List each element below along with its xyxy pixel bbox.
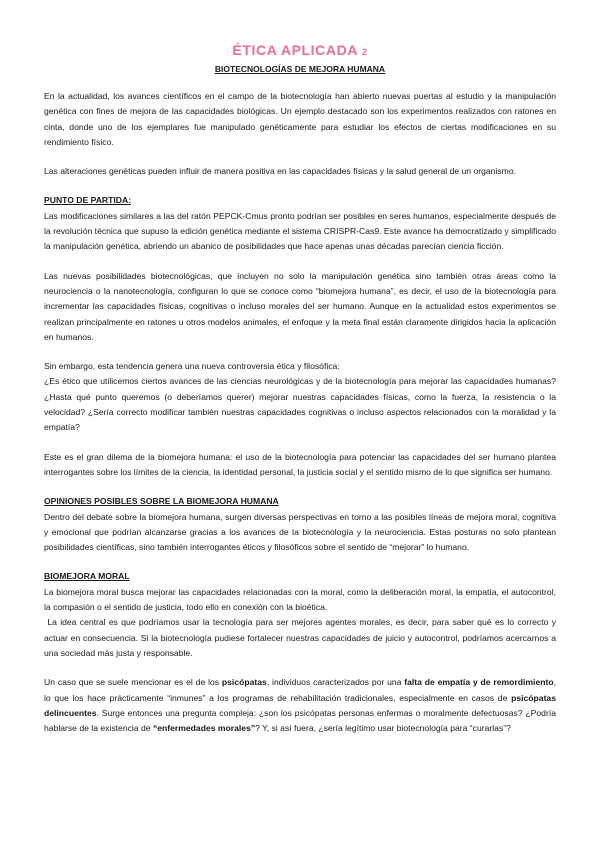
intro-paragraph-2: Las alteraciones genéticas pueden influir de manera positiva en las capacidades físicas y la salud general de un organismo. — [44, 166, 516, 177]
punto-partida-paragraph-2: Las nuevas posibilidades biotecnológicas, que incluyen no solo la manipulación genética sino también otras áreas como la neurociencia o la nanotecnología, configuran lo que se conoce como “biomejora humana”, es decir, el uso de la biotecnología para incrementar las capacidades físicas, cognitivas o incluso morales del ser humano. Aunque en la actualidad estos experimentos se realizan principalmente en ratones u otros modelos animales, el enfoque y la meta final están claramente dirigidos hacia la aplicación en humanos. — [44, 270, 556, 342]
biomejora-moral-paragraph-2-text: La idea central es que podríamos usar la tecnología para ser mejores agentes morales, es decir, para saber qué es lo correcto y actuar en consecuencia. Si la biotecnología pudiese fortalecer nuestras capacidades de juicio y autocontrol, podríamos acercarnos a una sociedad más justa y responsable. — [44, 617, 557, 658]
text-span: , individuos caracterizados por una — [266, 677, 405, 688]
punto-partida-questions: ¿Es ético que utilicemos ciertos avances de las ciencias neurológicas y de la biotecnología para mejorar las capacidades humanas? ¿Hasta qué punto queremos (o deberíamos querer) mejorar nuestras capacidades físicas, como la fuerza, la resistencia o la velocidad? ¿Sería correcto modificar también nuestras capacidades cognitivas o incluso aspectos relacionados con la moralidad y la empatía? — [44, 376, 556, 433]
section-heading-punto-partida: PUNTO DE PARTIDA: — [44, 195, 132, 206]
text-span: . Surge entonces una pregunta compleja: ¿son los psicópatas personas enfermas o moralmente defectuosas? ¿Podría hablarse de la existencia de — [44, 707, 556, 734]
text-span: , lo que los hace prácticamente “inmunes” a los programas de rehabilitación tradicionales, especialmente en casos de — [44, 677, 556, 703]
page-title — [0, 42, 600, 58]
title-text: ÉTICA APLICADA — [232, 42, 358, 58]
document-body — [44, 89, 556, 750]
punto-partida-paragraph-4: Este es el gran dilema de la biomejora humana: el uso de la biotecnología para potenciar las capacidades del ser humano plantea interrogantes sobre los límites de la ciencia, la identidad personal, la justicia social y el sentido mismo de lo que significa ser humano. — [44, 451, 556, 477]
page-subtitle: BIOTECNOLOGÍAS DE MEJORA HUMANA — [214, 64, 386, 74]
biomejora-moral-paragraph-1: La biomejora moral busca mejorar las capacidades relacionadas con la moral, como la deliberación moral, la empatía, el autocontrol, la compasión o el sentido de justicia, todo ello en conexión con la bioética. — [44, 586, 556, 613]
title-number: 2 — [361, 47, 368, 57]
biomejora-moral-paragraph-2 — [44, 615, 556, 661]
punto-partida-lead: Sin embargo, esta tendencia genera una nueva controversia ética y filosófica: — [44, 361, 340, 372]
section-heading-biomejora-moral: BIOMEJORA MORAL — [44, 571, 130, 582]
section-heading-opiniones: OPINIONES POSIBLES SOBRE LA BIOMEJORA HUMANA — [44, 496, 279, 507]
punto-partida-paragraph-1: Las modificaciones similares a las del ratón PEPCK-Cmus pronto podrían ser posibles en seres humanos, especialmente después de la revolución técnica que supuso la edición genética mediante el sistema CRISPR-Cas9. Este avance ha democratizado y simplificado la manipulación genética, abriendo un abanico de posibilidades que hace apenas unas décadas parecían ciencia ficción. — [44, 210, 556, 252]
text-span: Un caso que se suele mencionar es el de los — [44, 677, 222, 688]
bold-term-falta-empatia: falta de empatía y de remordimiento — [404, 677, 554, 688]
intro-paragraph-1: En la actualidad, los avances científicos en el campo de la biotecnología han abierto nuevas puertas al estudio y la manipulación genética con fines de mejora de las capacidades biológicas. Un ejemplo destacado son los experimentos realizados con ratones en cinta, donde uno de los ejemplares fue manipulado genéticamente para estudiar los efectos de ciertas modificaciones en su rendimiento físico. — [44, 91, 556, 147]
opiniones-paragraph-1: Dentro del debate sobre la biomejora humana, surgen diversas perspectivas en torno a las posibles líneas de mejora moral, cognitiva y emocional que podrían alcanzarse gracias a los avances de la biotecnología y la neurociencia. Estas posturas no solo plantean posibilidades científicas, sino también interrogantes éticos y filosóficos sobre el sentido de “mejorar” lo humano. — [44, 511, 556, 553]
bold-term-psicopatas: psicópatas — [221, 677, 267, 688]
bold-term-enfermedades-morales: “enfermedades morales” — [152, 723, 256, 734]
bold-term-psicopatas-delincuentes: psicópatas delincuentes — [44, 692, 556, 718]
text-span: ? Y, si así fuera, ¿sería legítimo usar biotecnología para “curarlas”? — [255, 723, 511, 734]
biomejora-moral-paragraph-3 — [44, 675, 556, 736]
